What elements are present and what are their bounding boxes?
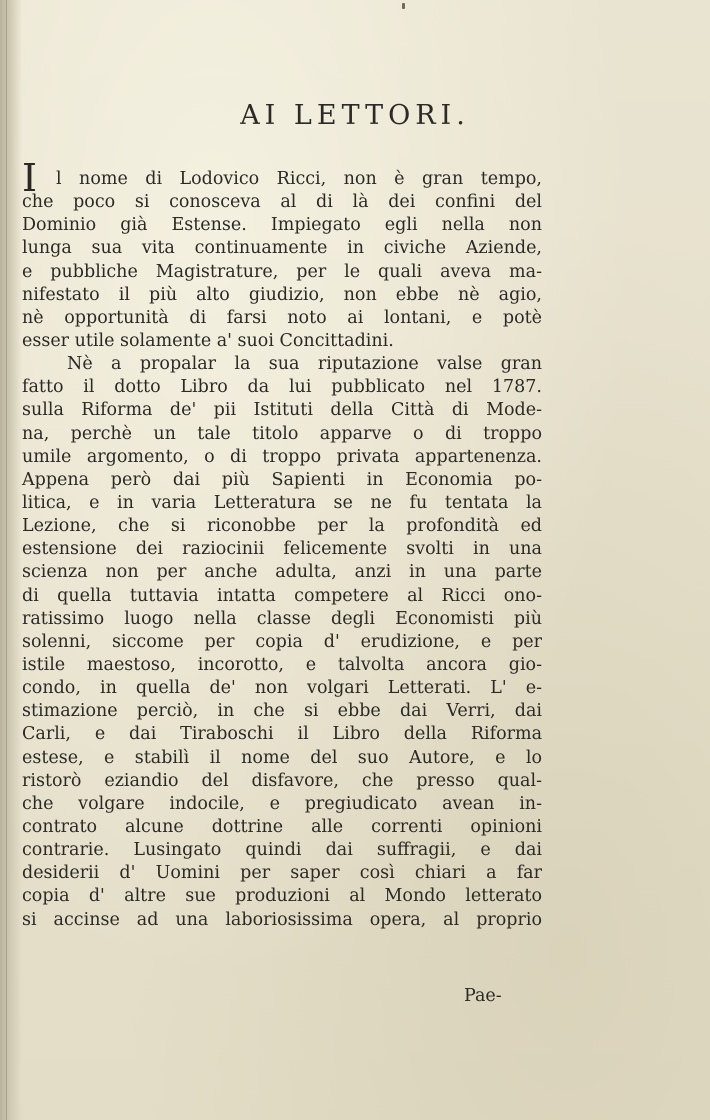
text-line: condo, in quella de' non volgari Letterati. L' e- — [22, 678, 542, 699]
text-line: sulla Riforma de' pii Istituti della Città di Mode- — [22, 400, 542, 421]
page-gutter-shadow — [0, 0, 22, 1120]
text-line: ristorò eziandio del disfavore, che presso qual- — [22, 770, 542, 791]
text-line: nè opportunità di farsi noto ai lontani, e potè — [22, 307, 542, 328]
text-line: nifestato il più alto giudizio, non ebbe nè agio, — [22, 284, 542, 305]
text-line: copia d' altre sue produzioni al Mondo letterato — [22, 886, 542, 907]
text-line: di quella tuttavia intatta competere al Ricci ono- — [22, 585, 542, 606]
text-line: estese, e stabilì il nome del suo Autore, e lo — [22, 747, 542, 768]
text-line: litica, e in varia Letteratura se ne fu tentata la — [22, 492, 542, 513]
text-line: l nome di Lodovico Ricci, non è gran tempo, — [56, 169, 542, 189]
text-line: si accinse ad una laboriosissima opera, al proprio — [22, 909, 542, 930]
text-line: Nè a propalar la sua riputazione valse gran — [67, 354, 542, 375]
gutter-line — [6, 0, 7, 1120]
text-line: solenni, siccome per copia d' erudizione, e per — [22, 631, 542, 652]
text-line: stimazione perciò, in che si ebbe dai Verri, dai — [22, 701, 542, 722]
text-line: che poco si conosceva al di là dei confini del — [22, 192, 542, 213]
text-line: Lezione, che si riconobbe per la profondità ed — [22, 516, 542, 537]
drop-cap: I — [22, 156, 38, 200]
ink-speck — [402, 3, 405, 9]
catchword: Pae- — [464, 986, 502, 1006]
text-line: contrato alcune dottrine alle correnti opinioni — [22, 816, 542, 837]
page-title: AI LETTORI. — [240, 100, 470, 131]
text-line: Appena però dai più Sapienti in Economia po- — [22, 469, 542, 490]
text-line: fatto il dotto Libro da lui pubblicato nel 1787. — [22, 377, 542, 398]
text-line: na, perchè un tale titolo apparve o di troppo — [22, 423, 542, 444]
body-text — [22, 156, 542, 932]
text-line: estensione dei raziocinii felicemente svolti in una — [22, 539, 542, 560]
text-line: ratissimo luogo nella classe degli Economisti più — [22, 608, 542, 629]
text-line: scienza non per anche adulta, anzi in una parte — [22, 562, 542, 583]
text-line: umile argomento, o di troppo privata appartenenza. — [22, 446, 542, 467]
text-line: contrarie. Lusingato quindi dai suffragii, e dai — [22, 840, 542, 861]
text-line: che volgare indocile, e pregiudicato avean in- — [22, 793, 542, 814]
text-line: Carli, e dai Tiraboschi il Libro della Riforma — [22, 724, 542, 745]
text-line: esser utile solamente a' suoi Concittadini. — [22, 330, 394, 351]
text-line: lunga sua vita continuamente in civiche Aziende, — [22, 238, 542, 259]
text-line: istile maestoso, incorotto, e talvolta ancora gio- — [22, 654, 542, 675]
text-line: desiderii d' Uomini per saper così chiari a far — [22, 863, 542, 884]
text-line: e pubbliche Magistrature, per le quali aveva ma- — [22, 261, 542, 282]
text-line: Dominio già Estense. Impiegato egli nella non — [22, 215, 542, 236]
